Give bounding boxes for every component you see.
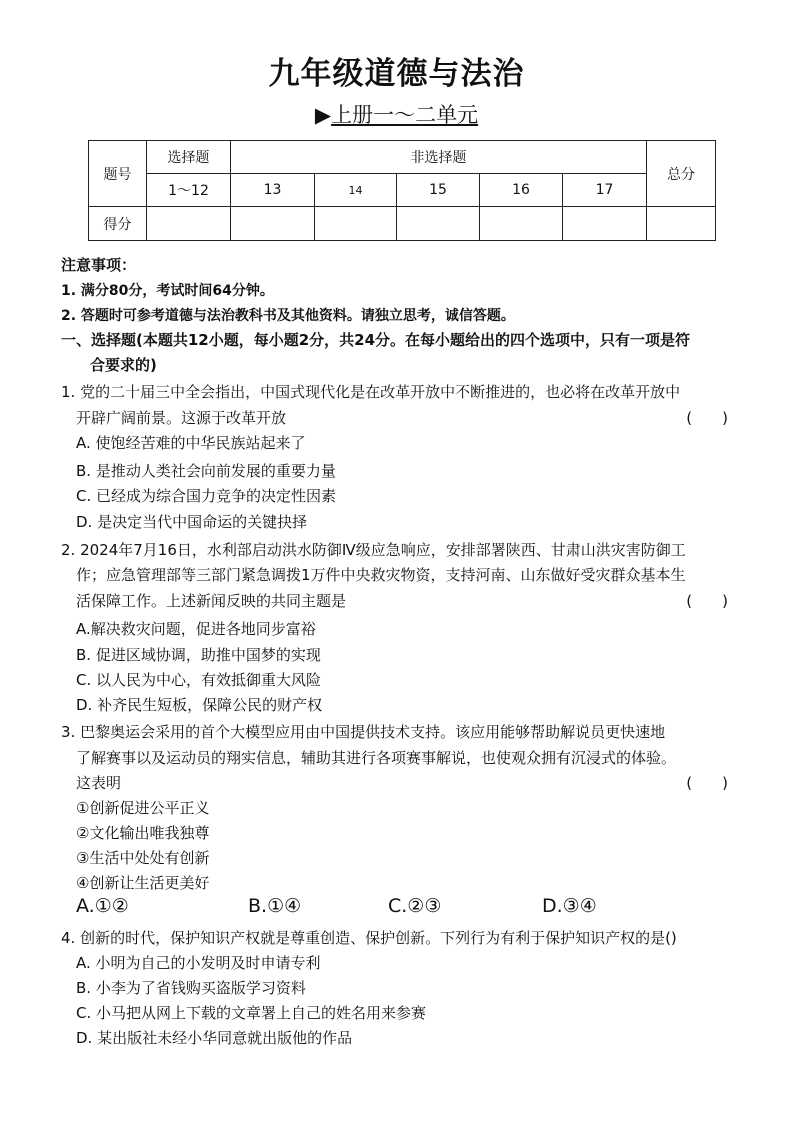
q3-item: ①创新促进公平正义 <box>76 799 210 817</box>
score-cell <box>315 207 397 241</box>
note-item: 2. 答题时可参考道德与法治教科书及其他资料。请独立思考，诚信答题。 <box>61 308 515 324</box>
q3-choice-b: B.①④ <box>248 895 302 917</box>
q4-option-d: D. 某出版社未经小华同意就出版他的作品 <box>76 1029 353 1047</box>
score-cell <box>563 207 647 241</box>
score-cell <box>231 207 315 241</box>
q3-choice-d: D.③④ <box>542 895 597 917</box>
header-tihao: 题号 <box>89 141 147 207</box>
q4-option-a: A. 小明为自己的小发明及时申请专利 <box>76 954 321 972</box>
q3-stem: 3. 巴黎奥运会采用的首个大模型应用由中国提供技术支持。该应用能够帮助解说员更快速地 <box>61 723 666 741</box>
q2-option-c: C. 以人民为中心，有效抵御重大风险 <box>76 671 322 689</box>
q3-stem-cont: 这表明 ( ) <box>76 771 736 795</box>
q1-option-b: B. 是推动人类社会向前发展的重要力量 <box>76 462 336 480</box>
q4-stem: 4. 创新的时代，保护知识产权就是尊重创造、保护创新。下列行为有利于保护知识产权的是() <box>61 929 677 947</box>
score-cell <box>147 207 231 241</box>
q2-option-a: A.解决救灾问题，促进各地同步富裕 <box>76 620 316 638</box>
answer-parenthesis: ( ) <box>686 409 728 427</box>
page-title: 九年级道德与法治 <box>268 56 525 92</box>
q1-option-c: C. 已经成为综合国力竞争的决定性因素 <box>76 487 337 505</box>
q2-stem-cont: 活保障工作。上述新闻反映的共同主题是 ( ) <box>76 589 736 613</box>
row-score-label: 得分 <box>89 207 147 241</box>
q2-option-d: D. 补齐民生短板，保障公民的财产权 <box>76 696 323 714</box>
q2-option-b: B. 促进区域协调，助推中国梦的实现 <box>76 646 321 664</box>
sub-label: 16 <box>480 174 563 207</box>
q2-stem: 2. 2024年7月16日，水利部启动洪水防御Ⅳ级应急响应，安排部署陕西、甘肃山洪灾害防御工 <box>61 541 686 559</box>
sub-label: 15 <box>397 174 480 207</box>
sub-label: 1～12 <box>147 174 231 207</box>
header-total: 总分 <box>647 141 716 207</box>
q2-stem-cont: 作；应急管理部等三部门紧急调拨1万件中央救灾物资，支持河南、山东做好受灾群众基本生 <box>76 566 686 584</box>
q1-stem-cont: 开辟广阔前景。这源于改革开放 ( ) <box>76 406 736 430</box>
page-subtitle <box>0 100 793 130</box>
q3-choices <box>76 895 636 925</box>
q4-option-c: C. 小马把从网上下载的文章署上自己的姓名用来参赛 <box>76 1004 427 1022</box>
q1-stem: 1. 党的二十届三中全会指出，中国式现代化是在改革开放中不断推进的，也必将在改革开放中 <box>61 383 681 401</box>
sub-label: 14 <box>315 174 397 207</box>
q3-choice-a: A.①② <box>76 895 129 917</box>
score-cell <box>647 207 716 241</box>
triangle-marker-icon: ▶ <box>314 103 332 127</box>
header-nonchoice: 非选择题 <box>231 141 647 174</box>
score-table <box>88 140 716 241</box>
q4-option-b: B. 小李为了省钱购买盗版学习资料 <box>76 979 306 997</box>
note-item: 1. 满分80分，考试时间64分钟。 <box>61 283 274 299</box>
score-cell <box>397 207 480 241</box>
sub-label: 17 <box>563 174 647 207</box>
header-choice: 选择题 <box>147 141 231 174</box>
score-cell <box>480 207 563 241</box>
q3-item: ③生活中处处有创新 <box>76 849 210 867</box>
notes-heading: 注意事项： <box>61 256 137 274</box>
q1-option-d: D. 是决定当代中国命运的关键抉择 <box>76 513 308 531</box>
section-heading-cont: 合要求的) <box>90 356 157 374</box>
q1-option-a: A. 使饱经苦难的中华民族站起来了 <box>76 434 306 452</box>
sub-label: 13 <box>231 174 315 207</box>
answer-parenthesis: ( ) <box>686 592 728 610</box>
q3-choice-c: C.②③ <box>388 895 442 917</box>
answer-parenthesis: ( ) <box>686 774 728 792</box>
q3-item: ④创新让生活更美好 <box>76 874 210 892</box>
subtitle-text: 上册一～二单元 <box>331 103 479 127</box>
q3-item: ②文化输出唯我独尊 <box>76 824 210 842</box>
q3-stem-cont: 了解赛事以及运动员的翔实信息，辅助其进行各项赛事解说，也使观众拥有沉浸式的体验。 <box>76 749 677 767</box>
section-heading: 一、选择题(本题共12小题，每小题2分，共24分。在每小题给出的四个选项中，只有一项是符 <box>61 331 691 349</box>
